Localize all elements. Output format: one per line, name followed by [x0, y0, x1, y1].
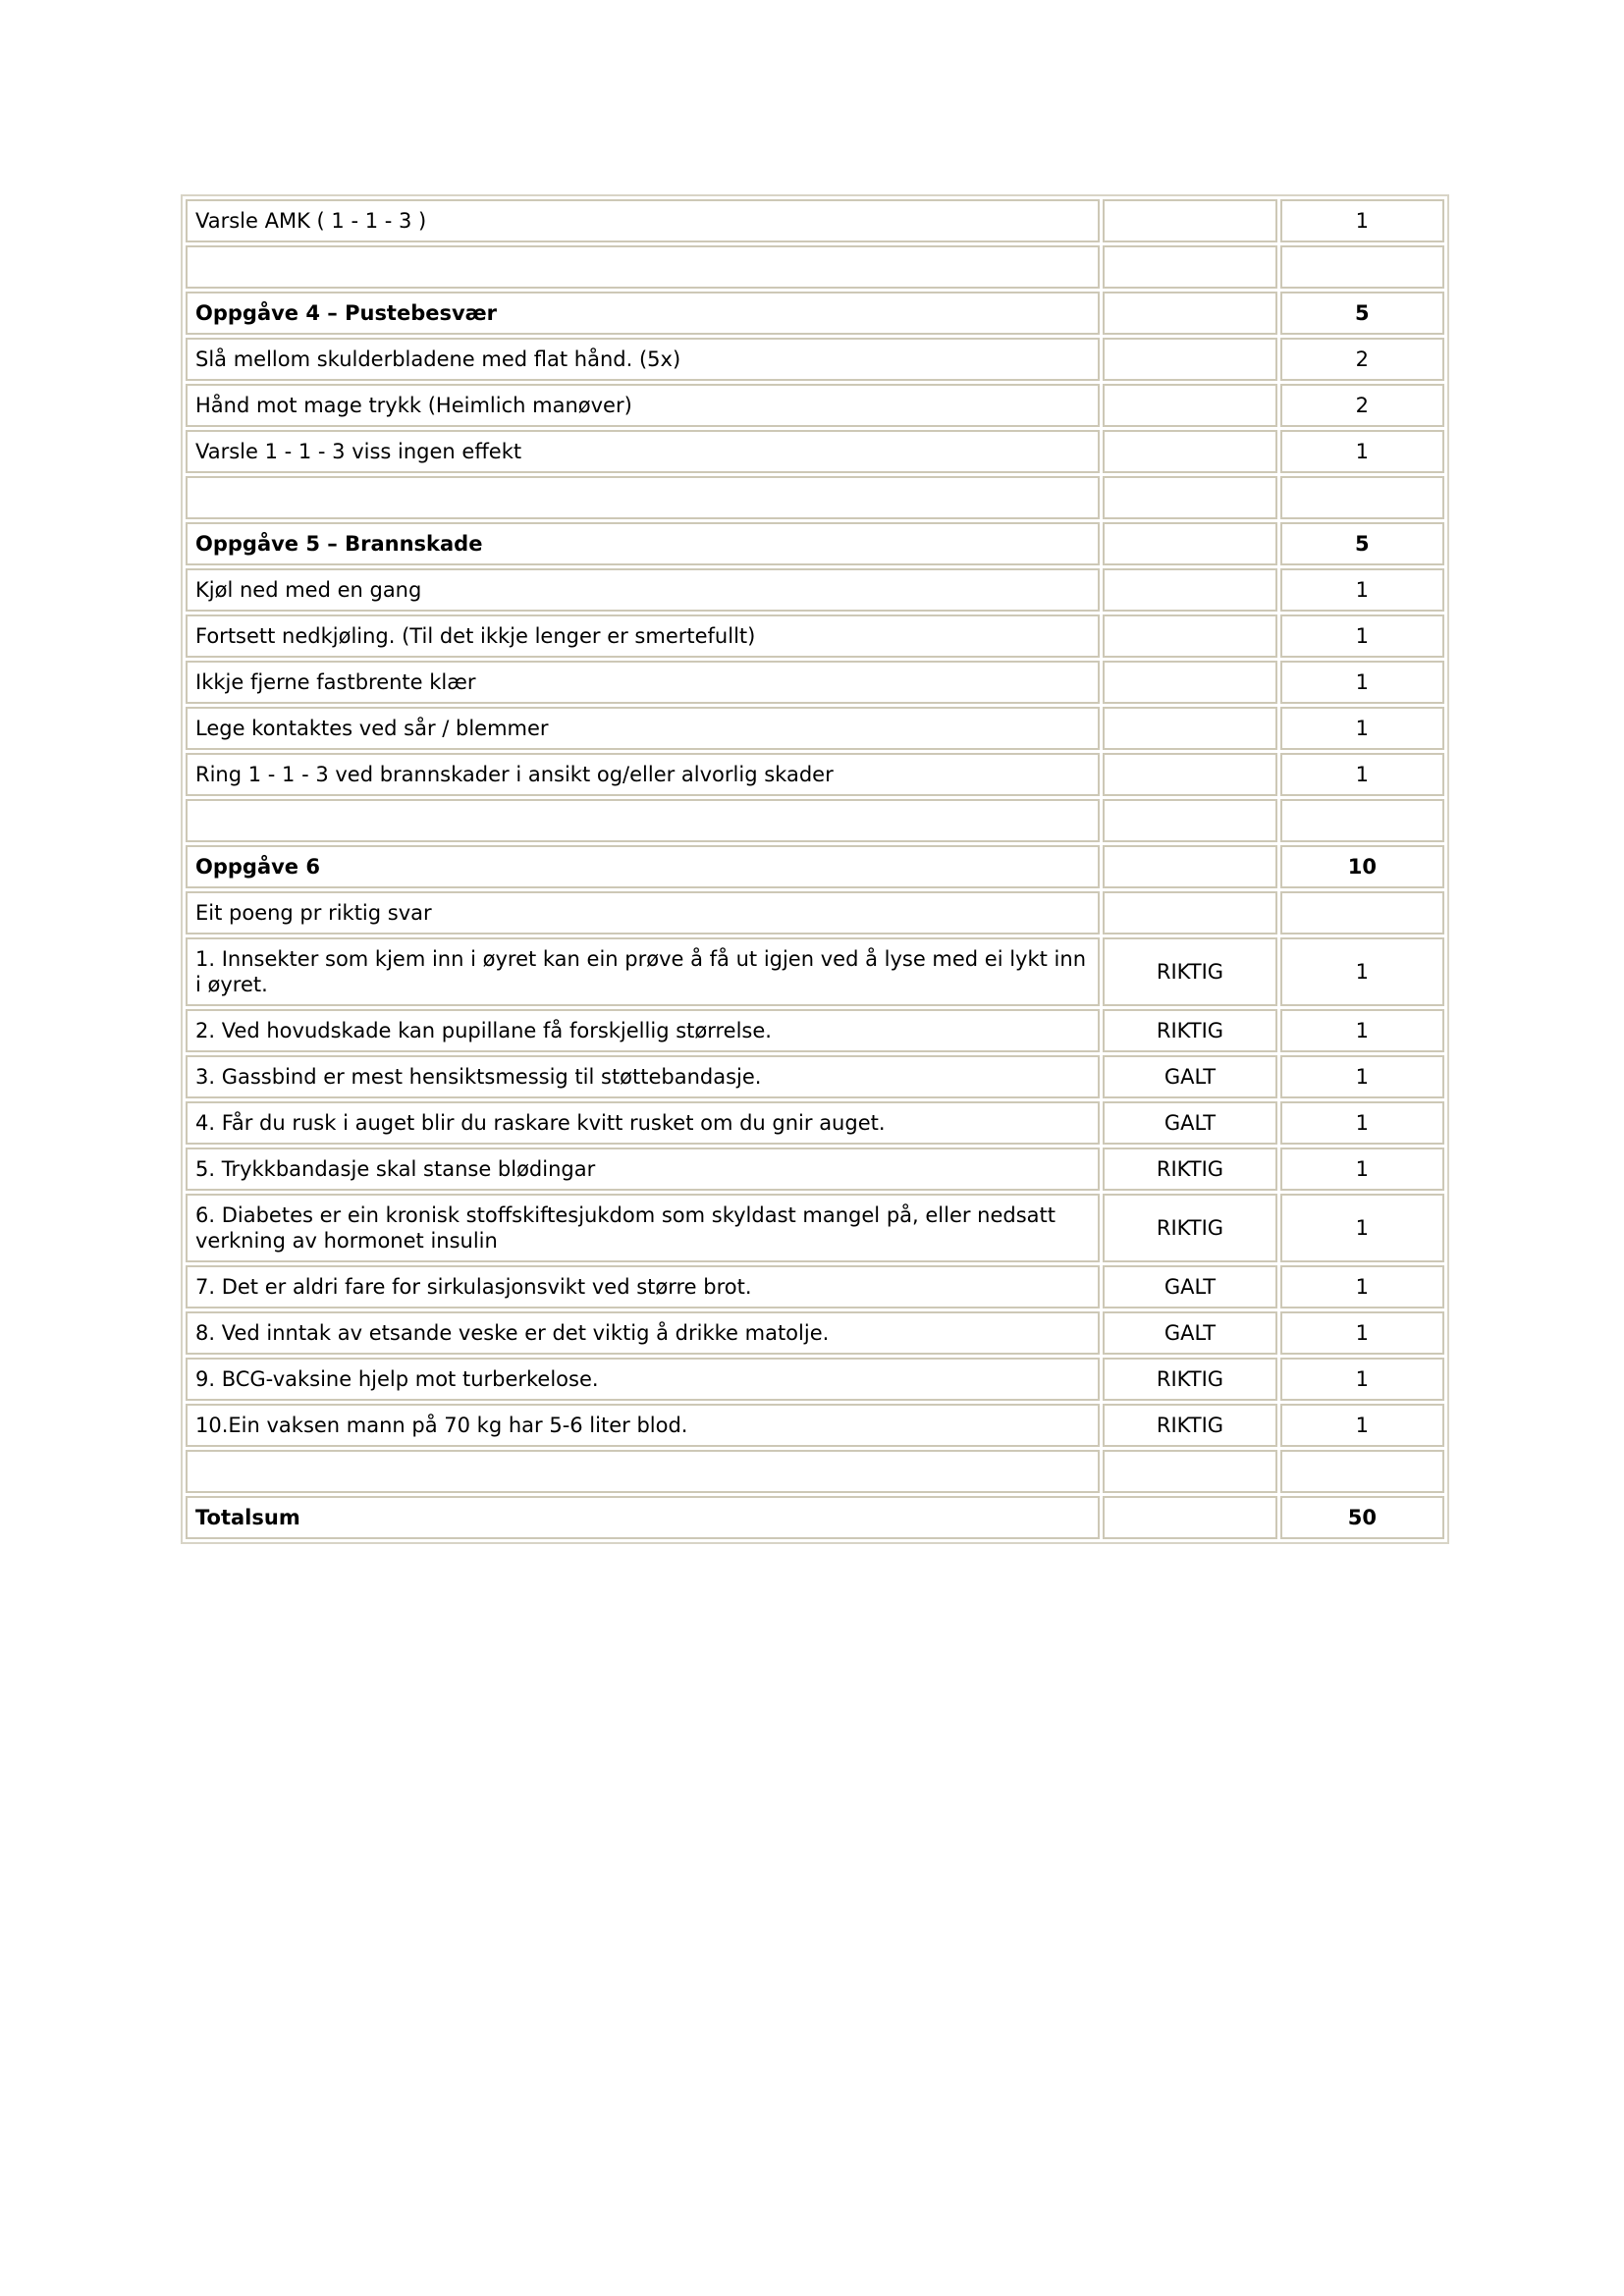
- row-answer: [1103, 245, 1276, 289]
- section-heading-row: [186, 1496, 1444, 1539]
- row-points: 5: [1280, 292, 1444, 335]
- row-points: 50: [1280, 1496, 1444, 1539]
- row-answer: [1103, 799, 1276, 842]
- table-row: [186, 1009, 1444, 1052]
- row-description: Varsle 1 - 1 - 3 viss ingen effekt: [186, 430, 1100, 473]
- table-row: [186, 614, 1444, 658]
- spacer-row: [186, 799, 1444, 842]
- row-description: Hånd mot mage trykk (Heimlich manøver): [186, 384, 1100, 427]
- row-points: 1: [1280, 1148, 1444, 1191]
- row-points: 1: [1280, 1311, 1444, 1355]
- section-heading-row: [186, 522, 1444, 565]
- row-points: [1280, 476, 1444, 519]
- row-description: [186, 1450, 1100, 1493]
- row-description: 1. Innsekter som kjem inn i øyret kan ein prøve å få ut igjen ved å lyse med ei lykt inn i øyret.: [186, 937, 1100, 1006]
- table-row: [186, 661, 1444, 704]
- row-answer: GALT: [1103, 1311, 1276, 1355]
- row-points: 1: [1280, 1265, 1444, 1308]
- table-row: [186, 1311, 1444, 1355]
- row-description: Fortsett nedkjøling. (Til det ikkje lenger er smertefullt): [186, 614, 1100, 658]
- row-description: 6. Diabetes er ein kronisk stoffskiftesjukdom som skyldast mangel på, eller nedsatt verkning av hormonet insulin: [186, 1194, 1100, 1262]
- row-points: 1: [1280, 937, 1444, 1006]
- table-row: [186, 1358, 1444, 1401]
- section-heading-row: [186, 845, 1444, 888]
- row-points: 1: [1280, 1009, 1444, 1052]
- row-points: [1280, 245, 1444, 289]
- row-answer: [1103, 753, 1276, 796]
- spacer-row: [186, 1450, 1444, 1493]
- row-description: Slå mellom skulderbladene med flat hånd. (5x): [186, 338, 1100, 381]
- row-answer: [1103, 568, 1276, 612]
- table-row: [186, 937, 1444, 1006]
- row-description: Ring 1 - 1 - 3 ved brannskader i ansikt og/eller alvorlig skader: [186, 753, 1100, 796]
- row-description: 3. Gassbind er mest hensiktsmessig til støttebandasje.: [186, 1055, 1100, 1098]
- row-answer: [1103, 614, 1276, 658]
- row-points: 1: [1280, 1404, 1444, 1447]
- table-row: [186, 891, 1444, 934]
- row-description: 4. Får du rusk i auget blir du raskare kvitt rusket om du gnir auget.: [186, 1101, 1100, 1145]
- table-row: [186, 753, 1444, 796]
- row-answer: [1103, 891, 1276, 934]
- row-answer: [1103, 476, 1276, 519]
- row-answer: [1103, 292, 1276, 335]
- row-points: 10: [1280, 845, 1444, 888]
- table-row: [186, 1265, 1444, 1308]
- row-answer: GALT: [1103, 1265, 1276, 1308]
- grading-table-body: [186, 199, 1444, 1539]
- row-description: [186, 799, 1100, 842]
- table-row: [186, 338, 1444, 381]
- row-answer: RIKTIG: [1103, 937, 1276, 1006]
- row-answer: RIKTIG: [1103, 1009, 1276, 1052]
- row-points: 1: [1280, 614, 1444, 658]
- row-description: Oppgåve 4 – Pustebesvær: [186, 292, 1100, 335]
- table-row: [186, 1148, 1444, 1191]
- row-points: [1280, 1450, 1444, 1493]
- row-points: 1: [1280, 568, 1444, 612]
- row-answer: [1103, 384, 1276, 427]
- section-heading-row: [186, 292, 1444, 335]
- table-row: [186, 384, 1444, 427]
- table-row: [186, 430, 1444, 473]
- row-description: Lege kontaktes ved sår / blemmer: [186, 707, 1100, 750]
- table-row: [186, 1055, 1444, 1098]
- row-answer: [1103, 1450, 1276, 1493]
- row-points: 1: [1280, 707, 1444, 750]
- row-points: 1: [1280, 430, 1444, 473]
- row-points: 1: [1280, 1101, 1444, 1145]
- row-answer: GALT: [1103, 1055, 1276, 1098]
- row-description: 8. Ved inntak av etsande veske er det viktig å drikke matolje.: [186, 1311, 1100, 1355]
- table-row: [186, 1404, 1444, 1447]
- row-answer: [1103, 1496, 1276, 1539]
- row-description: Eit poeng pr riktig svar: [186, 891, 1100, 934]
- row-description: Kjøl ned med en gang: [186, 568, 1100, 612]
- table-row: [186, 568, 1444, 612]
- row-answer: [1103, 430, 1276, 473]
- row-description: 5. Trykkbandasje skal stanse blødingar: [186, 1148, 1100, 1191]
- table-row: [186, 1101, 1444, 1145]
- row-answer: [1103, 707, 1276, 750]
- row-points: 5: [1280, 522, 1444, 565]
- row-points: [1280, 891, 1444, 934]
- row-answer: [1103, 199, 1276, 242]
- row-description: 2. Ved hovudskade kan pupillane få forskjellig størrelse.: [186, 1009, 1100, 1052]
- row-description: 10.Ein vaksen mann på 70 kg har 5-6 liter blod.: [186, 1404, 1100, 1447]
- row-points: 2: [1280, 338, 1444, 381]
- row-description: Totalsum: [186, 1496, 1100, 1539]
- row-description: [186, 476, 1100, 519]
- row-points: [1280, 799, 1444, 842]
- row-answer: [1103, 522, 1276, 565]
- row-description: 7. Det er aldri fare for sirkulasjonsvikt ved større brot.: [186, 1265, 1100, 1308]
- spacer-row: [186, 245, 1444, 289]
- row-description: Ikkje fjerne fastbrente klær: [186, 661, 1100, 704]
- row-points: 1: [1280, 1194, 1444, 1262]
- row-description: [186, 245, 1100, 289]
- row-description: Varsle AMK ( 1 - 1 - 3 ): [186, 199, 1100, 242]
- row-answer: GALT: [1103, 1101, 1276, 1145]
- table-row: [186, 707, 1444, 750]
- row-points: 2: [1280, 384, 1444, 427]
- spacer-row: [186, 476, 1444, 519]
- row-points: 1: [1280, 1358, 1444, 1401]
- row-points: 1: [1280, 199, 1444, 242]
- row-answer: [1103, 338, 1276, 381]
- row-points: 1: [1280, 753, 1444, 796]
- row-description: 9. BCG-vaksine hjelp mot turberkelose.: [186, 1358, 1100, 1401]
- table-row: [186, 199, 1444, 242]
- row-answer: RIKTIG: [1103, 1358, 1276, 1401]
- row-answer: [1103, 661, 1276, 704]
- row-points: 1: [1280, 661, 1444, 704]
- row-answer: RIKTIG: [1103, 1194, 1276, 1262]
- row-points: 1: [1280, 1055, 1444, 1098]
- row-answer: RIKTIG: [1103, 1404, 1276, 1447]
- row-answer: [1103, 845, 1276, 888]
- grading-table: [181, 194, 1449, 1544]
- row-answer: RIKTIG: [1103, 1148, 1276, 1191]
- grading-sheet: [181, 194, 1449, 1544]
- row-description: Oppgåve 6: [186, 845, 1100, 888]
- table-row: [186, 1194, 1444, 1262]
- row-description: Oppgåve 5 – Brannskade: [186, 522, 1100, 565]
